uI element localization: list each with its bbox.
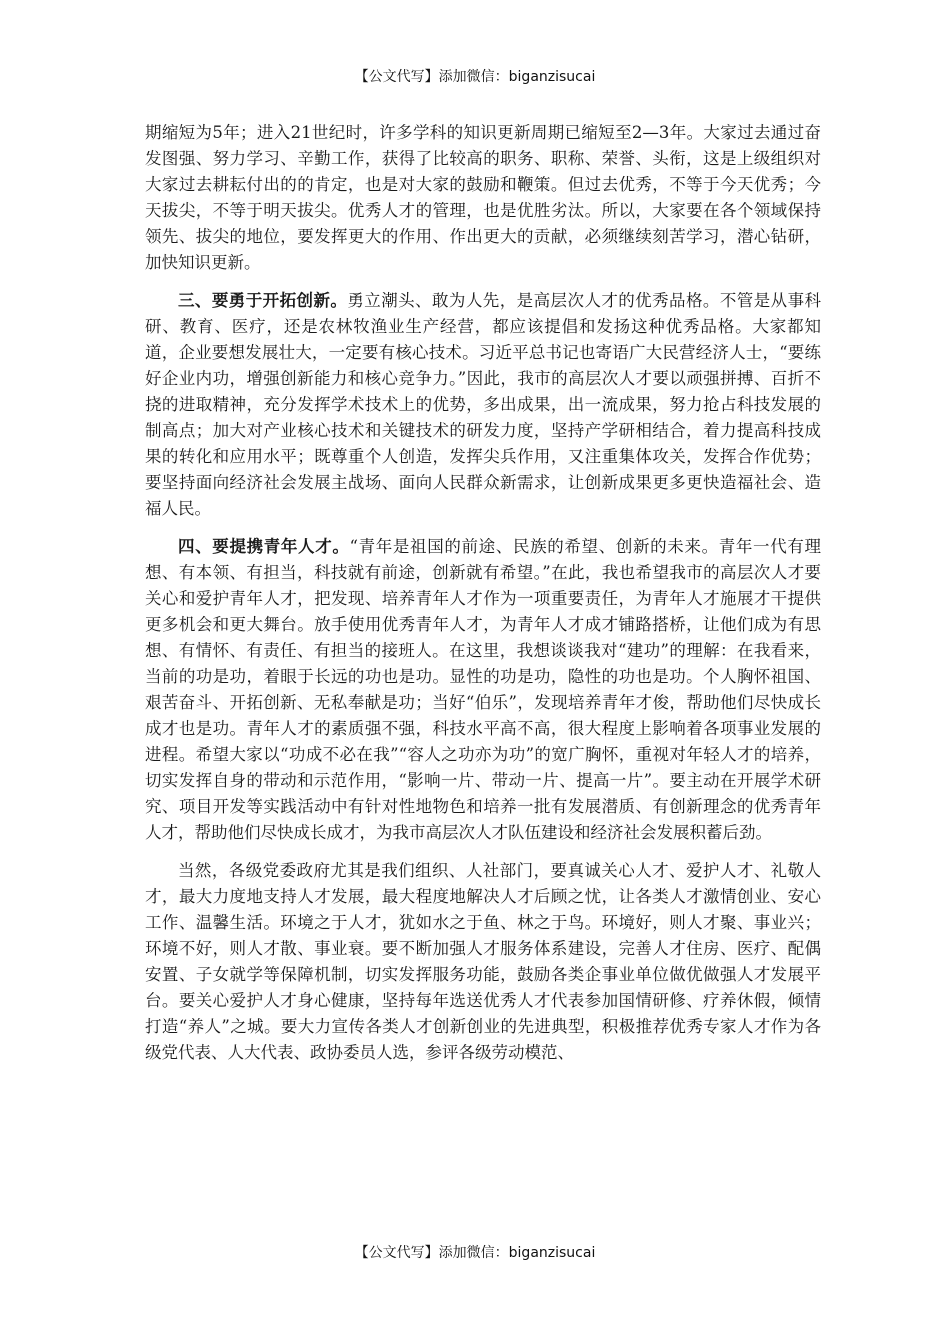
footer-text: 【公文代写】添加微信：biganzisucai [354, 1245, 596, 1261]
paragraph-3-text: “青年是祖国的前途、民族的希望、创新的未来。青年一代有理想、有本领、有担当，科技就有前途，创新就有希望。”在此，我也希望我市的高层次人才要关心和爱护青年人才，把发现、培养青年人才作为一项重要责任，为青年人才施展才干提供更多机会和更大舞台。放手使用优秀青年人才，为青年人才成才铺路搭桥，让他们成为有思想、有情怀、有责任、有担当的接班人。在这里，我想谈谈我对“建功”的理解：在我看来，当前的功是功，着眼于长远的功也是功。显性的功是功，隐性的功也是功。个人胸怀祖国、艰苦奋斗、开拓创新、无私奉献是功；当好“伯乐”，发现培养青年才俊，帮助他们尽快成长成才也是功。青年人才的素质强不强，科技水平高不高，很大程度上影响着各项事业发展的进程。希望大家以“功成不必在我”“容人之功亦为功”的宽广胸怀，重视对年轻人才的培养，切实发挥自身的带动和示范作用，“影响一片、带动一片、提高一片”。要主动在开展学术研究、项目开发等实践活动中有针对性地物色和培养一批有发展潜质、有创新理念的优秀青年人才，帮助他们尽快成长成才，为我市高层次人才队伍建设和经济社会发展积蓄后劲。 [145, 537, 822, 842]
page-header [0, 67, 950, 87]
paragraph-3 [145, 534, 821, 846]
paragraph-1-text: 期缩短为5年；进入21世纪时，许多学科的知识更新周期已缩短至2—3年。大家过去通过奋发图强、努力学习、辛勤工作，获得了比较高的职务、职称、荣誉、头衔，这是上级组织对大家过去耕耘付出的的肯定，也是对大家的鼓励和鞭策。但过去优秀，不等于今天优秀；今天拔尖，不等于明天拔尖。优秀人才的管理，也是优胜劣汰。所以，大家要在各个领域保持领先、拔尖的地位，要发挥更大的作用、作出更大的贡献，必须继续刻苦学习，潜心钻研，加快知识更新。 [145, 123, 821, 272]
paragraph-2-lead: 三、要勇于开拓创新。 [178, 291, 348, 310]
paragraph-4-text: 当然，各级党委政府尤其是我们组织、人社部门，要真诚关心人才、爱护人才、礼敬人才，最大力度地支持人才发展，最大程度地解决人才后顾之忧，让各类人才激情创业、安心工作、温馨生活。环境之于人才，犹如水之于鱼、林之于鸟。环境好，则人才聚、事业兴；环境不好，则人才散、事业衰。要不断加强人才服务体系建设，完善人才住房、医疗、配偶安置、子女就学等保障机制，切实发挥服务功能，鼓励各类企事业单位做优做强人才发展平台。要关心爱护人才身心健康，坚持每年选送优秀人才代表参加国情研修、疗养休假，倾情打造“养人”之城。要大力宣传各类人才创新创业的先进典型，积极推荐优秀专家人才作为各级党代表、人大代表、政协委员人选，参评各级劳动模范、 [145, 861, 821, 1062]
header-text: 【公文代写】添加微信：biganzisucai [354, 69, 596, 85]
page-footer [0, 1243, 950, 1263]
document-body [145, 120, 821, 1078]
paragraph-4 [145, 858, 821, 1066]
paragraph-3-lead: 四、要提携青年人才。 [178, 537, 350, 556]
paragraph-2 [145, 288, 821, 522]
paragraph-1 [145, 120, 821, 276]
paragraph-2-text: 勇立潮头、敢为人先，是高层次人才的优秀品格。不管是从事科研、教育、医疗，还是农林牧渔业生产经营，都应该提倡和发扬这种优秀品格。大家都知道，企业要想发展壮大，一定要有核心技术。习近平总书记也寄语广大民营经济人士，“要练好企业内功，增强创新能力和核心竞争力。”因此，我市的高层次人才要以顽强拼搏、百折不挠的进取精神，充分发挥学术技术上的优势，多出成果，出一流成果，努力抢占科技发展的制高点；加大对产业核心技术和关键技术的研发力度，坚持产学研相结合，着力提高科技成果的转化和应用水平；既尊重个人创造，发挥尖兵作用，又注重集体攻关，发挥合作优势；要坚持面向经济社会发展主战场、面向人民群众新需求，让创新成果更多更快造福社会、造福人民。 [145, 291, 822, 518]
